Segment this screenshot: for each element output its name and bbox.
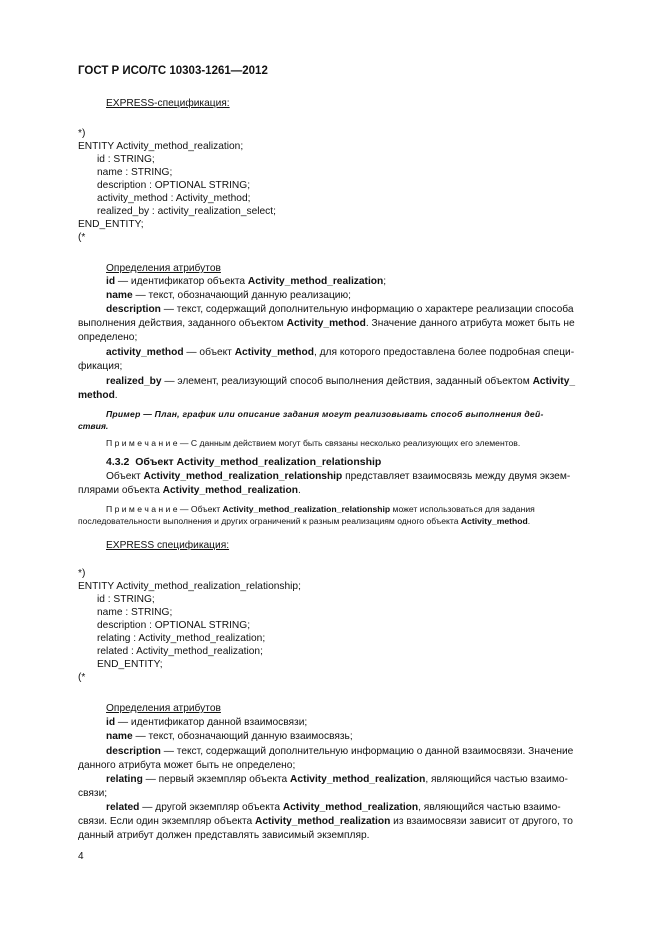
page-header: ГОСТ Р ИСО/ТС 10303-1261—2012 bbox=[78, 65, 268, 77]
attr-def-name bbox=[106, 289, 351, 302]
code-line: ENTITY Activity_method_realization; bbox=[78, 141, 244, 152]
attr-def-relating-cont: связи; bbox=[78, 788, 108, 799]
object-ref: Activity_method_realization bbox=[290, 774, 426, 785]
text: . bbox=[114, 390, 118, 401]
object-ref: Activity_method_realization bbox=[162, 485, 298, 496]
note-label: П р и м е ч а н и е bbox=[106, 438, 178, 448]
attr-def-related-cont: данный атрибут должен представлять зависимый экземпляр. bbox=[78, 830, 370, 841]
express-spec-title-1: EXPRESS-спецификация: bbox=[106, 98, 230, 109]
term: activity_method bbox=[106, 347, 184, 358]
term: id bbox=[106, 717, 116, 728]
object-ref: Activity_method_realization bbox=[282, 802, 419, 813]
code-line: END_ENTITY; bbox=[97, 659, 163, 670]
code-line: *) bbox=[78, 568, 86, 579]
text: , являющийся частью взаимо- bbox=[418, 802, 561, 813]
text: . bbox=[527, 516, 531, 526]
text: из взаимосвязи зависит от другого, то bbox=[390, 816, 573, 827]
term: realized_by bbox=[106, 376, 162, 387]
code-line: related : Activity_method_realization; bbox=[97, 646, 263, 657]
term: relating bbox=[106, 774, 143, 785]
attr-def-name bbox=[106, 730, 353, 743]
attr-def-activity-method-cont: фикация; bbox=[78, 361, 123, 372]
object-ref: Activity_method bbox=[234, 347, 314, 358]
section-title: Объект Activity_method_realization_relationship bbox=[135, 456, 382, 468]
note-2-cont bbox=[78, 515, 530, 528]
attr-def-description bbox=[106, 303, 574, 316]
text: — первый экземпляр объекта bbox=[142, 774, 291, 785]
attr-def-realized-by bbox=[106, 375, 575, 388]
attr-def-related-cont bbox=[78, 815, 573, 828]
code-line: ENTITY Activity_method_realization_relationship; bbox=[78, 581, 301, 592]
attr-def-description-cont: данного атрибута может быть не определено; bbox=[78, 760, 296, 771]
term: related bbox=[106, 802, 140, 813]
attr-def-activity-method bbox=[106, 346, 574, 359]
text: — элемент, реализующий способ выполнения действия, заданный объектом bbox=[161, 376, 533, 387]
text: . Значение данного атрибута может быть не bbox=[365, 318, 575, 329]
text: , для которого предоставлена более подробная специ- bbox=[313, 347, 575, 358]
section-paragraph-cont bbox=[78, 484, 301, 497]
term: id bbox=[106, 276, 116, 287]
code-line: END_ENTITY; bbox=[78, 219, 144, 230]
term: name bbox=[106, 290, 133, 301]
text: представляет взаимосвязь между двумя экзем- bbox=[342, 471, 571, 482]
text: . bbox=[297, 485, 301, 496]
example-line: ствия. bbox=[78, 421, 109, 431]
express-spec-title-2: EXPRESS спецификация: bbox=[106, 540, 230, 551]
code-line: activity_method : Activity_method; bbox=[97, 193, 251, 204]
object-ref: Activity_method bbox=[286, 318, 366, 329]
object-ref: Activity_method_realization bbox=[255, 816, 391, 827]
code-line: relating : Activity_method_realization; bbox=[97, 633, 266, 644]
attr-def-relating bbox=[106, 773, 568, 786]
note-1 bbox=[106, 437, 520, 450]
attr-def-realized-by-cont bbox=[78, 389, 118, 402]
attr-def-id bbox=[106, 275, 386, 288]
text: — текст, обозначающий данную реализацию; bbox=[132, 290, 351, 301]
term: description bbox=[106, 746, 161, 757]
attr-def-description bbox=[106, 745, 573, 758]
text: последовательности выполнения и других ограничений к разным реализациям одного объекта bbox=[78, 516, 461, 526]
attribute-definitions-title-2: Определения атрибутов bbox=[106, 703, 221, 714]
code-line: name : STRING; bbox=[97, 167, 173, 178]
text: , являющийся частью взаимо- bbox=[425, 774, 568, 785]
section-heading bbox=[106, 456, 381, 469]
text: выполнения действия, заданного объектом bbox=[78, 318, 287, 329]
section-paragraph bbox=[106, 470, 570, 483]
code-line: description : OPTIONAL STRING; bbox=[97, 620, 251, 631]
text: — Объект bbox=[177, 504, 223, 514]
text: — объект bbox=[183, 347, 235, 358]
text: — С данным действием могут быть связаны несколько реализующих его элементов. bbox=[177, 438, 521, 448]
attr-def-description-cont: определено; bbox=[78, 332, 138, 343]
note-label: П р и м е ч а н и е bbox=[106, 504, 178, 514]
object-ref: method bbox=[78, 390, 115, 401]
object-ref: Activity_method_realization_relationship bbox=[143, 471, 343, 482]
code-line: id : STRING; bbox=[97, 154, 155, 165]
code-line: description : OPTIONAL STRING; bbox=[97, 180, 251, 191]
term: description bbox=[106, 304, 161, 315]
object-ref: Activity_method_realization_relationship bbox=[222, 504, 391, 514]
page-number: 4 bbox=[78, 851, 84, 862]
text: — другой экземпляр объекта bbox=[139, 802, 283, 813]
code-line: realized_by : activity_realization_select; bbox=[97, 206, 276, 217]
code-line: name : STRING; bbox=[97, 607, 173, 618]
attr-def-description-cont bbox=[78, 317, 575, 330]
text: плярами объекта bbox=[78, 485, 163, 496]
object-ref: Activity_method bbox=[460, 516, 528, 526]
text: — текст, обозначающий данную взаимосвязь; bbox=[132, 731, 353, 742]
text: — идентификатор объекта bbox=[115, 276, 248, 287]
code-line: id : STRING; bbox=[97, 594, 155, 605]
attr-def-id bbox=[106, 716, 307, 729]
text: Объект bbox=[106, 471, 144, 482]
text: — идентификатор данной взаимосвязи; bbox=[115, 717, 308, 728]
text: — текст, содержащий дополнительную информацию о характере реализации способа bbox=[160, 304, 574, 315]
object-ref: Activity_method_realization bbox=[247, 276, 384, 287]
code-line: (* bbox=[78, 232, 86, 243]
text: — текст, содержащий дополнительную информацию о данной взаимосвязи. Значение bbox=[160, 746, 574, 757]
object-ref: Activity_ bbox=[532, 376, 576, 387]
example-line: Пример — План, график или описание задания могут реализовывать способ выполнения дей- bbox=[106, 409, 544, 419]
term: name bbox=[106, 731, 133, 742]
code-line: (* bbox=[78, 672, 86, 683]
code-line: *) bbox=[78, 128, 86, 139]
attr-def-related bbox=[106, 801, 561, 814]
text: связи. Если один экземпляр объекта bbox=[78, 816, 255, 827]
text: ; bbox=[383, 276, 387, 287]
text: может использоваться для задания bbox=[390, 504, 535, 514]
section-number: 4.3.2 bbox=[106, 456, 130, 468]
attribute-definitions-title-1: Определения атрибутов bbox=[106, 263, 221, 274]
